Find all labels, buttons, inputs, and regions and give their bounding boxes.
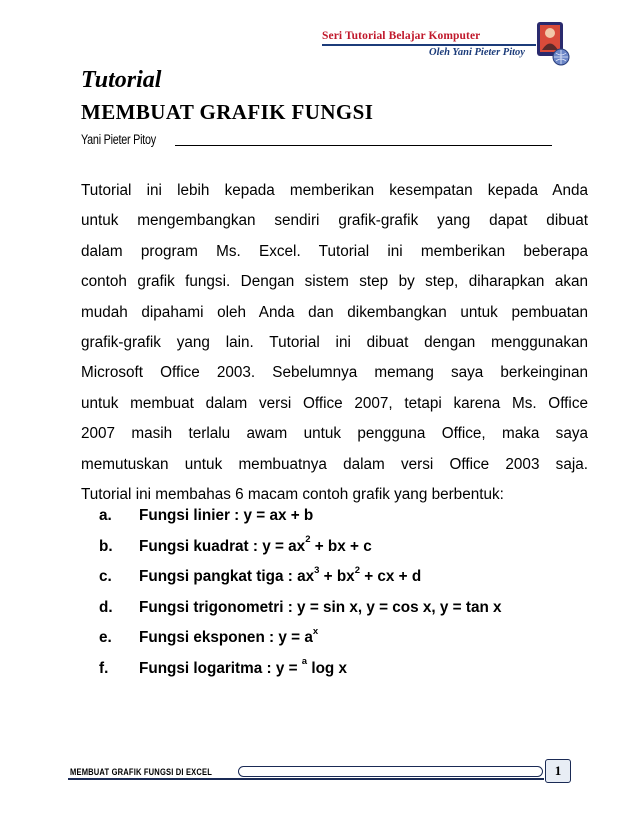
footer-bar: [238, 766, 543, 777]
function-formula: [139, 564, 422, 585]
list-item: [99, 654, 502, 685]
paragraph-line: dalam program Ms. Excel. Tutorial ini memberikan beberapa: [81, 242, 588, 260]
formula-text: Fungsi eksponen : y = a: [139, 629, 313, 646]
author-underline: [175, 145, 552, 146]
list-item: [99, 501, 502, 532]
formula-text: Fungsi linier : y = ax + b: [139, 507, 314, 524]
author-logo-icon: [531, 19, 571, 67]
paragraph-line: memutuskan untuk membuatnya dalam versi Office 2003 saja.: [81, 455, 588, 473]
document-kind: Tutorial: [81, 67, 162, 93]
formula-superscript: a: [301, 656, 308, 668]
footer-rule: [68, 778, 544, 780]
series-title: Seri Tutorial Belajar Komputer: [322, 30, 481, 42]
function-list: [99, 501, 502, 684]
paragraph-line: contoh grafik fungsi. Dengan sistem step by step, diharapkan akan: [81, 273, 588, 291]
paragraph-line: untuk membuat dalam versi Office 2007, tetapi karena Ms. Office: [81, 394, 588, 412]
formula-superscript: 2: [354, 564, 360, 576]
page-number: 1: [545, 759, 571, 783]
list-marker: c.: [99, 568, 112, 585]
paragraph-line: untuk mengembangkan sendiri grafik-grafik yang dapat dibuat: [81, 212, 588, 230]
paragraph-line: mudah dipahami oleh Anda dan dikembangkan untuk pembuatan: [81, 303, 588, 321]
list-item: [99, 623, 502, 654]
function-formula: [139, 507, 313, 524]
paragraph-line: 2007 masih terlalu awam untuk pengguna Office, maka saya: [81, 425, 588, 443]
list-marker: f.: [99, 659, 109, 677]
formula-text: Fungsi trigonometri : y = sin x, y = cos x, y = tan x: [139, 598, 502, 616]
function-formula: [139, 534, 372, 555]
formula-text: + bx + c: [310, 537, 372, 555]
formula-text: Fungsi pangkat tiga : ax: [139, 568, 315, 585]
header-divider: [322, 44, 536, 46]
list-marker: e.: [99, 629, 112, 646]
list-marker: b.: [99, 537, 113, 555]
formula-superscript: x: [312, 625, 319, 637]
formula-superscript: 3: [314, 564, 320, 576]
formula-text: log x: [307, 659, 348, 677]
formula-text: + cx + d: [359, 568, 422, 585]
formula-text: Fungsi kuadrat : y = ax: [139, 537, 306, 555]
formula-text: Fungsi logaritma : y =: [139, 659, 302, 677]
intro-paragraph: [81, 176, 588, 510]
list-item: [99, 532, 502, 563]
paragraph-line: Microsoft Office 2003. Sebelumnya memang saya berkeinginan: [81, 364, 588, 382]
paragraph-line: grafik-grafik yang lain. Tutorial ini dibuat dengan menggunakan: [81, 333, 588, 351]
document-title: MEMBUAT GRAFIK FUNGSI: [81, 100, 374, 124]
formula-superscript: 2: [305, 534, 311, 546]
document-author: Yani Pieter Pitoy: [81, 132, 156, 147]
paragraph-line: Tutorial ini lebih kepada memberikan kesempatan kepada Anda: [81, 182, 588, 199]
paragraph-line: Tutorial ini membahas 6 macam contoh grafik yang berbentuk:: [81, 485, 504, 503]
formula-text: + bx: [319, 568, 355, 585]
footer-label: MEMBUAT GRAFIK FUNGSI DI EXCEL: [70, 767, 213, 777]
list-item: [99, 593, 502, 624]
list-marker: d.: [99, 598, 113, 616]
list-marker: a.: [99, 507, 112, 524]
list-item: [99, 562, 502, 593]
function-formula: [139, 656, 348, 677]
header-author: Oleh Yani Pieter Pitoy: [429, 47, 525, 58]
function-formula: [139, 599, 502, 616]
function-formula: [139, 625, 319, 646]
